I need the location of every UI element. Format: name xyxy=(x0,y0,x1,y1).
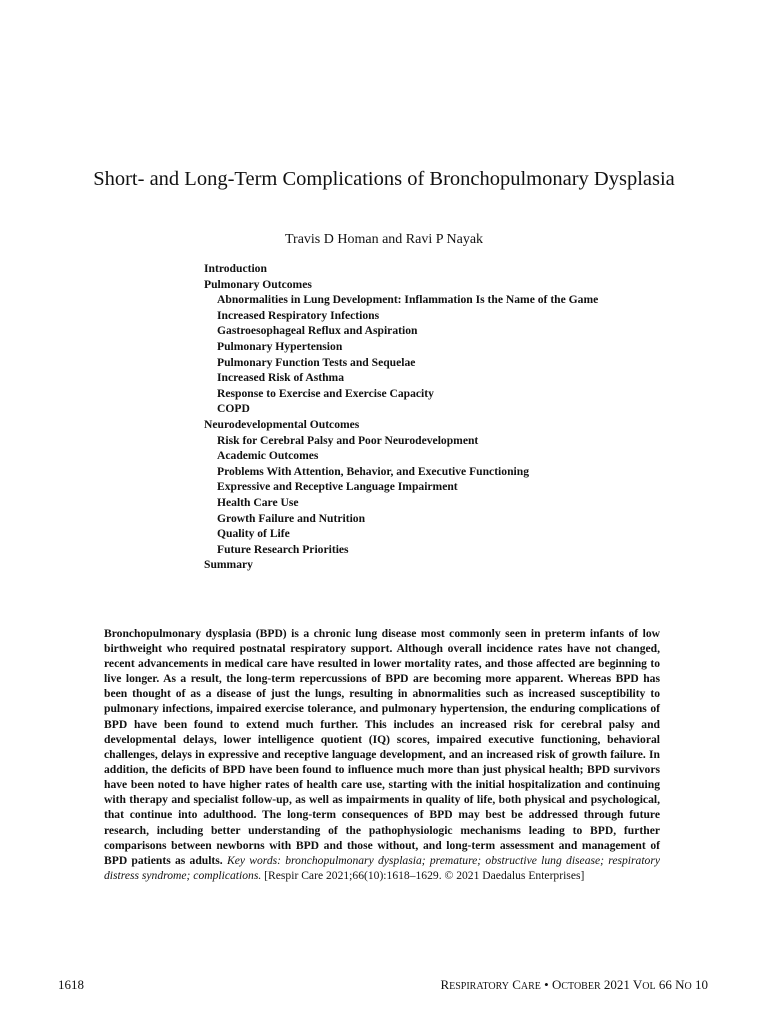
toc-item: Risk for Cerebral Palsy and Poor Neurodevelopment xyxy=(217,433,479,447)
author-list: Travis D Homan and Ravi P Nayak xyxy=(284,232,484,247)
toc-item: Quality of Life xyxy=(217,527,290,541)
toc-item: Health Care Use xyxy=(217,495,299,509)
toc-item: Academic Outcomes xyxy=(217,449,319,463)
toc-item: Gastroesophageal Reflux and Aspiration xyxy=(217,324,418,338)
number-rest: O xyxy=(684,981,692,992)
journal-name-initial-c: C xyxy=(512,977,521,992)
abstract-body: Bronchopulmonary dysplasia (BPD) is a chronic lung disease most commonly seen in preterm infants of low birthweight who required postnatal respiratory support. Although overall incidence rates have not changed, recent advancements in medical care have resulted in lower mortality rates, and those affected are beginning to live longer. As a result, the long-term repercussions of BPD are becoming more apparent. Whereas BPD has been thought of as a disease of just the lungs, resulting in abnormalities such as increased susceptibility to pulmonary infections, impaired exercise tolerance, and pulmonary hypertension, the enduring complications of BPD have been found to extend much further. This includes an increased risk for cerebral palsy and developmental delays, lower intelligence quotient (IQ) scores, impaired executive functioning, behavioral challenges, delays in expressive and receptive language development, and an increased risk of growth failure. In addition, the deficits of BPD have been found to influence much more than just physical health; BPD survivors have been noted to have higher rates of health care use, starting with the initial hospitalization and continuing with therapy and specialist follow-up, as well as impairments in quality of life, both physical and psychological, that continue into adulthood. The long-term consequences of BPD may best be addressed through future research, including better understanding of the pathophysiologic mechanisms leading to BPD, further comparisons between newborns with BPD and those without, and long-term assessment and management of BPD patients as adults. xyxy=(104,626,660,867)
number-initial: N xyxy=(675,977,685,992)
toc-item: Pulmonary Function Tests and Sequelae xyxy=(217,355,416,369)
issue-number: 10 xyxy=(695,977,708,992)
toc-item: COPD xyxy=(217,402,250,416)
toc-item: Pulmonary Hypertension xyxy=(217,339,343,353)
footer-bullet: • xyxy=(544,977,549,992)
abstract xyxy=(104,626,660,884)
journal-name-initial-r: R xyxy=(440,977,450,992)
volume-initial: V xyxy=(632,977,643,992)
abstract-citation: [Respir Care 2021;66(10):1618–1629. © 2021 Daedalus Enterprises] xyxy=(264,869,585,883)
month-rest: CTOBER xyxy=(561,981,601,992)
toc-item: Increased Respiratory Infections xyxy=(217,308,380,322)
toc-item: Growth Failure and Nutrition xyxy=(217,511,366,525)
toc-heading-pulmonary-outcomes: Pulmonary Outcomes xyxy=(204,277,312,291)
issue-year: 2021 xyxy=(603,977,630,992)
table-of-contents xyxy=(204,261,674,573)
journal-name-rest-2: ARE xyxy=(520,981,541,992)
toc-heading-summary: Summary xyxy=(204,558,253,572)
toc-item: Response to Exercise and Exercise Capacity xyxy=(217,386,434,400)
abstract-keywords: Key words: bronchopulmonary dysplasia; premature; obstructive lung disease; respiratory distress syndrome; complications. xyxy=(104,853,660,883)
toc-item: Problems With Attention, Behavior, and Executive Functioning xyxy=(217,464,529,478)
month-initial: O xyxy=(551,977,562,992)
volume-number: 66 xyxy=(658,977,672,992)
page-number: 1618 xyxy=(58,977,84,992)
journal-footer xyxy=(440,977,708,995)
toc-heading-introduction: Introduction xyxy=(204,262,267,275)
toc-item: Future Research Priorities xyxy=(217,542,349,556)
journal-name-rest-1: ESPIRATORY xyxy=(449,981,509,992)
toc-heading-neurodevelopmental-outcomes: Neurodevelopmental Outcomes xyxy=(204,417,360,431)
toc-item: Expressive and Receptive Language Impairment xyxy=(217,480,458,494)
toc-item: Abnormalities in Lung Development: Inflammation Is the Name of the Game xyxy=(217,293,599,307)
article-title: Short- and Long-Term Complications of Bronchopulmonary Dysplasia xyxy=(93,167,675,190)
toc-item: Increased Risk of Asthma xyxy=(217,371,345,385)
volume-rest: OL xyxy=(642,981,656,992)
